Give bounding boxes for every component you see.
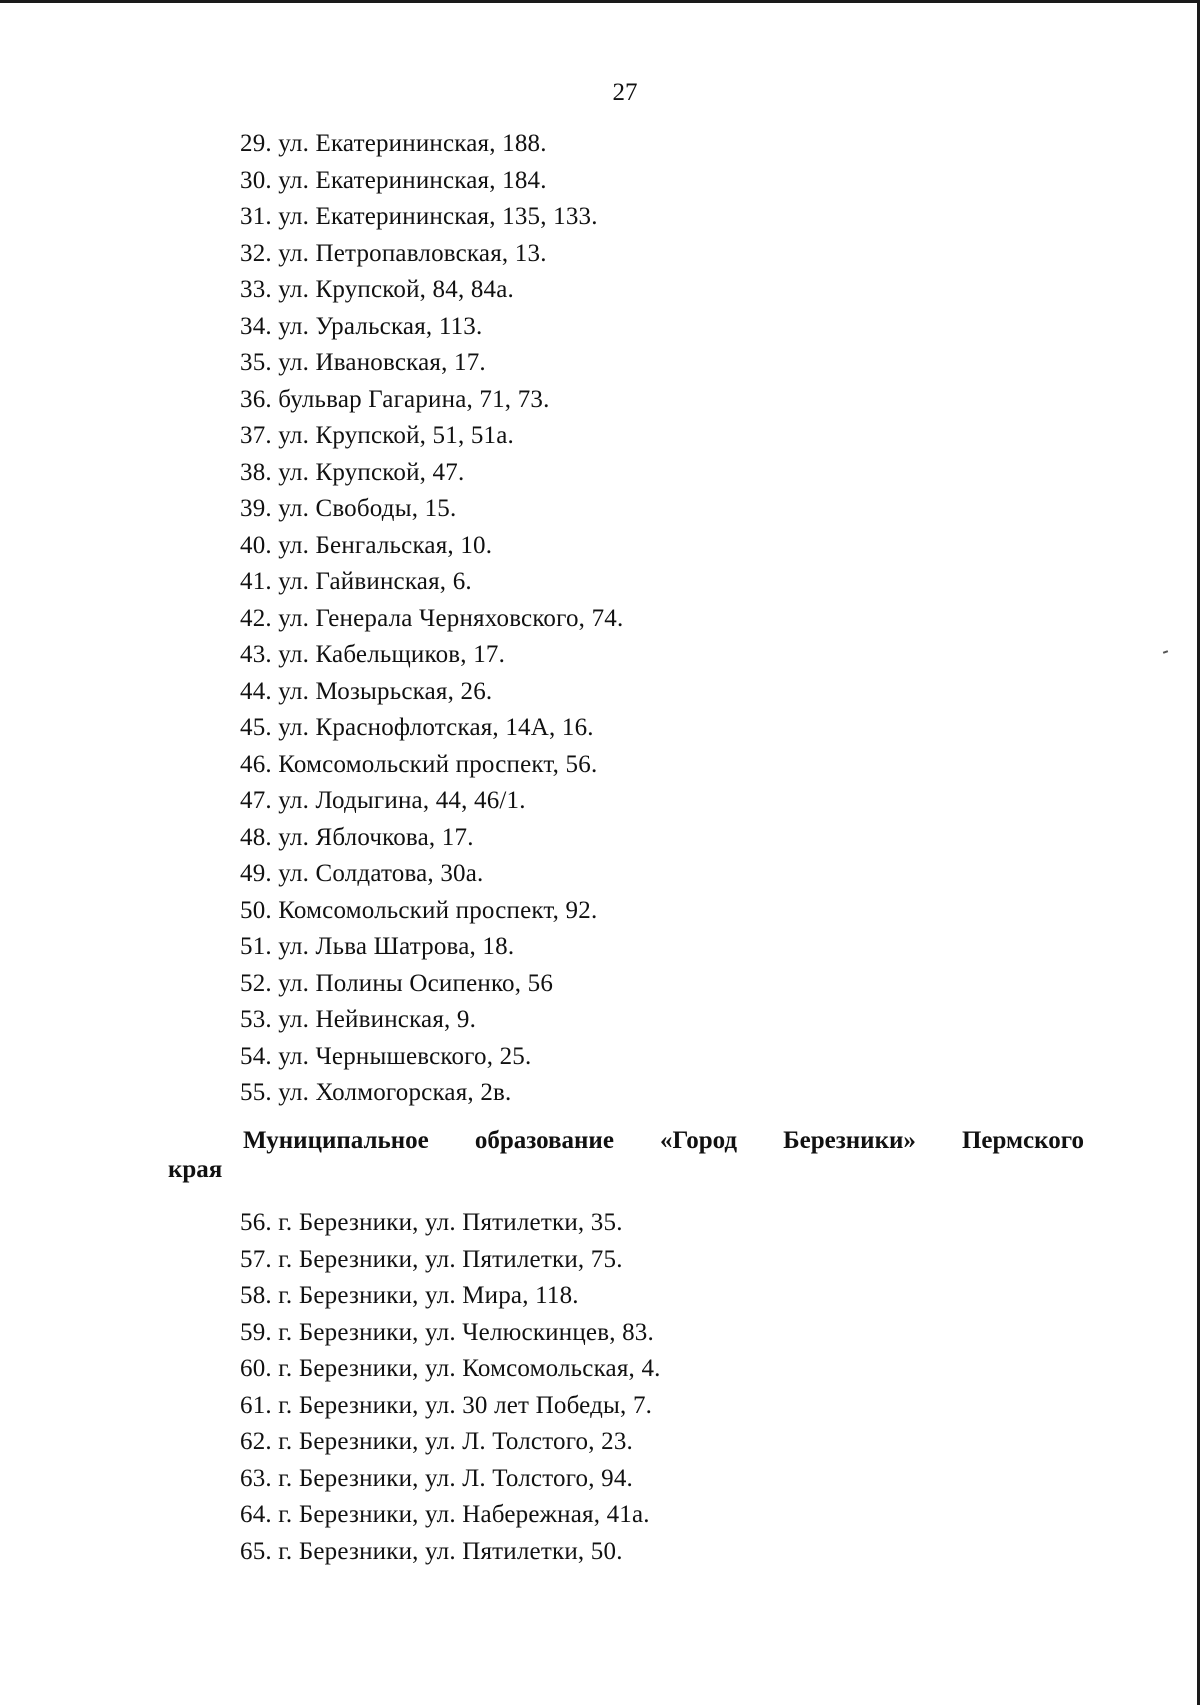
list-item: 63. г. Березники, ул. Л. Толстого, 94. <box>240 1464 633 1492</box>
list-item: 47. ул. Лодыгина, 44, 46/1. <box>240 787 526 814</box>
page-number: 27 <box>612 79 638 106</box>
list-item: 52. ул. Полины Осипенко, 56 <box>240 969 554 997</box>
list-item: 61. г. Березники, ул. 30 лет Победы, 7. <box>240 1391 653 1419</box>
list-item: 64. г. Березники, ул. Набережная, 41а. <box>240 1501 650 1528</box>
address-list-perm <box>240 126 623 1112</box>
section-heading <box>168 1126 1084 1184</box>
list-item: 29. ул. Екатерининская, 188. <box>240 130 547 157</box>
list-item: 57. г. Березники, ул. Пятилетки, 75. <box>240 1245 623 1273</box>
list-item: 60. г. Березники, ул. Комсомольская, 4. <box>240 1355 661 1382</box>
list-item: 53. ул. Нейвинская, 9. <box>240 1006 477 1033</box>
list-item: 33. ул. Крупской, 84, 84а. <box>240 276 514 303</box>
list-item: 50. Комсомольский проспект, 92. <box>240 896 598 924</box>
list-item: 45. ул. Краснофлотская, 14А, 16. <box>240 714 594 741</box>
scan-border-top <box>0 0 1200 3</box>
list-item: 41. ул. Гайвинская, 6. <box>240 568 472 595</box>
list-item: 32. ул. Петропавловская, 13. <box>240 239 547 267</box>
address-list-berezniki <box>240 1205 661 1570</box>
heading-word: Пермского <box>961 1127 1084 1154</box>
heading-word: Муниципальное <box>243 1127 429 1154</box>
scan-speck <box>1163 650 1168 654</box>
list-item: 54. ул. Чернышевского, 25. <box>240 1042 532 1070</box>
list-item: 48. ул. Яблочкова, 17. <box>240 823 474 851</box>
list-item: 37. ул. Крупской, 51, 51а. <box>240 422 514 449</box>
section-heading-line1 <box>168 1126 1084 1155</box>
list-item: 56. г. Березники, ул. Пятилетки, 35. <box>240 1209 623 1236</box>
section-heading-line2: края <box>168 1156 223 1183</box>
list-item: 42. ул. Генерала Черняховского, 74. <box>240 604 624 632</box>
list-item: 58. г. Березники, ул. Мира, 118. <box>240 1282 579 1309</box>
list-item: 39. ул. Свободы, 15. <box>240 495 457 522</box>
list-item: 49. ул. Солдатова, 30а. <box>240 860 484 887</box>
list-item: 46. Комсомольский проспект, 56. <box>240 750 598 778</box>
list-item: 36. бульвар Гагарина, 71, 73. <box>240 385 550 413</box>
heading-word: Березники» <box>783 1127 916 1154</box>
list-item: 38. ул. Крупской, 47. <box>240 458 465 486</box>
list-item: 30. ул. Екатерининская, 184. <box>240 166 547 194</box>
list-item: 55. ул. Холмогорская, 2в. <box>240 1079 512 1106</box>
list-item: 31. ул. Екатерининская, 135, 133. <box>240 203 598 230</box>
list-item: 40. ул. Бенгальская, 10. <box>240 531 493 559</box>
list-item: 34. ул. Уральская, 113. <box>240 312 483 340</box>
list-item: 44. ул. Мозырьская, 26. <box>240 677 493 705</box>
list-item: 62. г. Березники, ул. Л. Толстого, 23. <box>240 1428 633 1455</box>
list-item: 59. г. Березники, ул. Челюскинцев, 83. <box>240 1318 654 1346</box>
list-item: 43. ул. Кабельщиков, 17. <box>240 641 506 668</box>
list-item: 35. ул. Ивановская, 17. <box>240 349 486 376</box>
list-item: 65. г. Березники, ул. Пятилетки, 50. <box>240 1537 623 1565</box>
heading-word: образование <box>474 1127 614 1154</box>
heading-word: «Город <box>659 1127 738 1154</box>
list-item: 51. ул. Льва Шатрова, 18. <box>240 933 515 960</box>
